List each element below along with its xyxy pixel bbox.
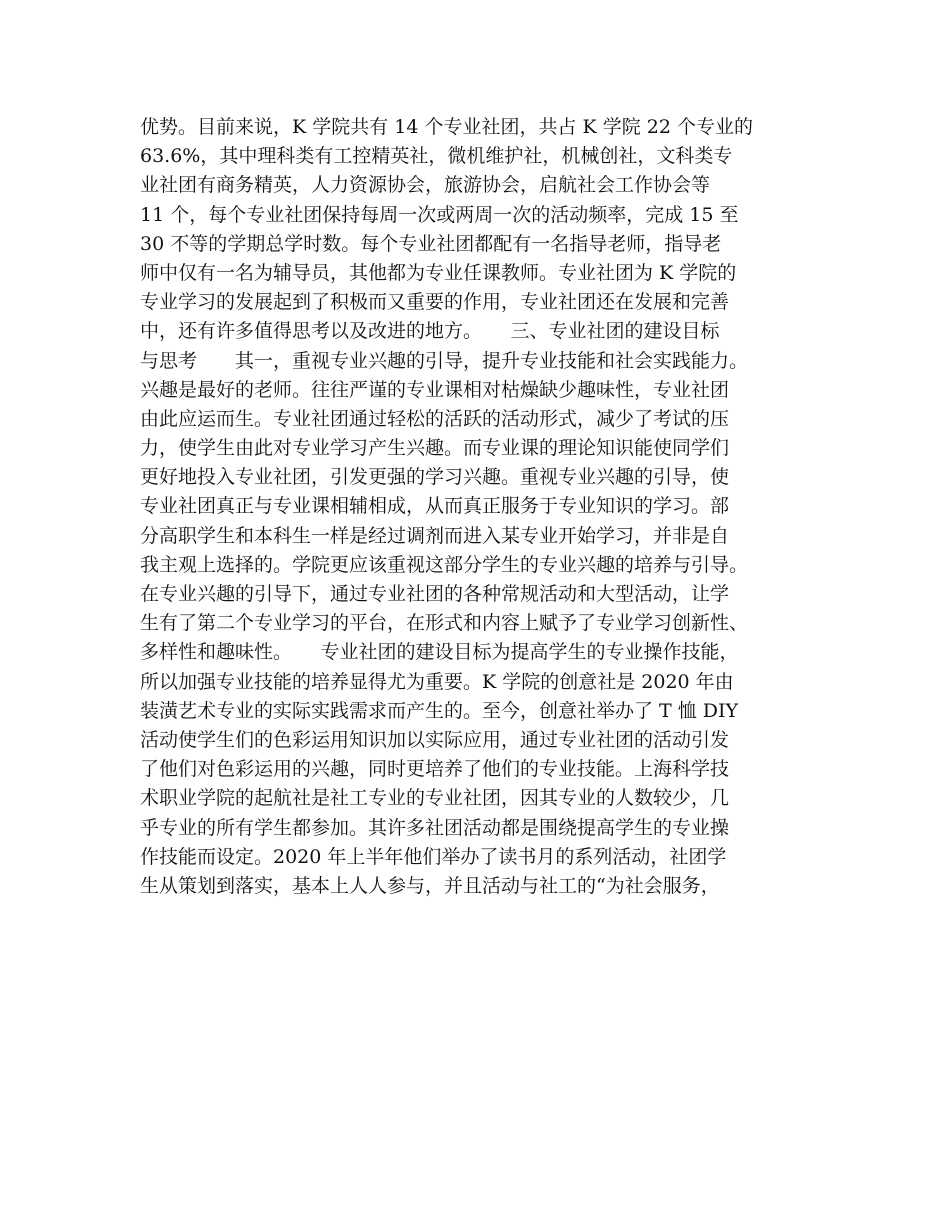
text-line: 所以加强专业技能的培养显得尤为重要。K 学院的创意社是 2020 年由 <box>140 670 734 693</box>
text-line: 专业社团真正与专业课相辅相成，从而真正服务于专业知识的学习。部 <box>140 495 730 518</box>
text-line: 力，使学生由此对专业学习产生兴趣。而专业课的理论知识能使同学们 <box>140 437 730 460</box>
text-line: 中，还有许多值得思考以及改进的地方。 三、专业社团的建设目标 <box>140 320 720 343</box>
text-line: 30 不等的学期总学时数。每个专业社团都配有一名指导老师，指导老 <box>140 232 722 255</box>
text-line: 更好地投入专业社团，引发更强的学习兴趣。重视专业兴趣的引导，使 <box>140 466 730 489</box>
text-line: 业社团有商务精英，人力资源协会，旅游协会，启航社会工作协会等 <box>140 174 711 197</box>
text-line: 由此应运而生。专业社团通过轻松的活跃的活动形式，减少了考试的压 <box>140 407 730 430</box>
body-text <box>140 113 830 901</box>
text-line: 多样性和趣味性。 专业社团的建设目标为提高学生的专业操作技能， <box>140 641 739 664</box>
text-line: 生从策划到落实，基本上人人参与，并且活动与社工的“为社会服务， <box>140 874 720 897</box>
text-line: 优势。目前来说，K 学院共有 14 个专业社团，共占 K 学院 22 个专业的 <box>140 116 754 138</box>
text-line: 了他们对色彩运用的兴趣，同时更培养了他们的专业技能。上海科学技 <box>140 758 730 781</box>
text-line: 兴趣是最好的老师。往往严谨的专业课相对枯燥缺少趣味性，专业社团 <box>140 378 730 401</box>
text-line: 我主观上选择的。学院更应该重视这部分学生的专业兴趣的培养与引导。 <box>140 553 749 576</box>
text-line: 与思考 其一，重视专业兴趣的引导，提升专业技能和社会实践能力。 <box>140 349 749 372</box>
text-line: 乎专业的所有学生都参加。其许多社团活动都是围绕提高学生的专业操 <box>140 816 730 839</box>
text-line: 在专业兴趣的引导下，通过专业社团的各种常规活动和大型活动，让学 <box>140 583 730 605</box>
text-line: 专业学习的发展起到了积极而又重要的作用，专业社团还在发展和完善 <box>140 291 730 314</box>
text-line: 分高职学生和本科生一样是经过调剂而进入某专业开始学习，并非是自 <box>140 524 730 547</box>
text-line: 装潢艺术专业的实际实践需求而产生的。至今，创意社举办了 T 恤 DIY <box>140 699 739 722</box>
text-line: 作技能而设定。2020 年上半年他们举办了读书月的系列活动，社团学 <box>140 845 727 868</box>
text-line: 11 个，每个专业社团保持每周一次或两周一次的活动频率，完成 15 至 <box>140 203 739 226</box>
text-line: 生有了第二个专业学习的平台，在形式和内容上赋予了专业学习创新性、 <box>140 612 749 635</box>
text-line: 师中仅有一名为辅导员，其他都为专业任课教师。专业社团为 K 学院的 <box>140 261 737 284</box>
text-line: 术职业学院的起航社是社工专业的专业社团，因其专业的人数较少，几 <box>140 787 730 810</box>
text-line: 63.6%，其中理科类有工控精英社，微机维护社，机械创社，文科类专 <box>140 145 733 168</box>
text-line: 活动使学生们的色彩运用知识加以实际应用，通过专业社团的活动引发 <box>140 728 730 751</box>
